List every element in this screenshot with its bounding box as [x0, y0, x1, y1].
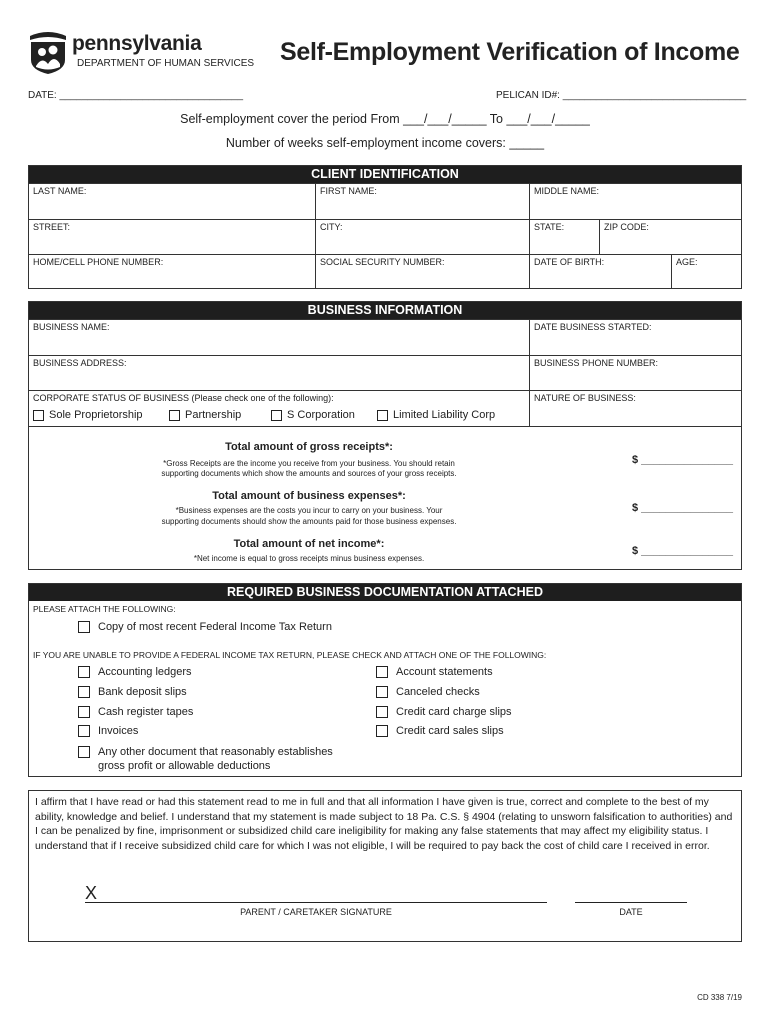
- llc-option[interactable]: [377, 409, 495, 421]
- cash-register-tapes-item[interactable]: [78, 706, 193, 718]
- business-expenses-note-2: supporting documents should show the amounts paid for those business expenses.: [161, 517, 457, 526]
- checkbox-icon[interactable]: [78, 621, 90, 633]
- page-title: Self-Employment Verification of Income: [280, 38, 740, 66]
- affirmation-section: [28, 790, 742, 942]
- signature-x-mark: X: [85, 883, 98, 903]
- nature-of-business-field[interactable]: NATURE OF BUSINESS:: [529, 390, 741, 427]
- invoices-item[interactable]: [78, 725, 138, 737]
- item-label: Credit card sales slips: [396, 725, 504, 737]
- required-documentation-heading: REQUIRED BUSINESS DOCUMENTATION ATTACHED: [29, 584, 741, 601]
- age-field[interactable]: AGE:: [671, 254, 741, 289]
- department-name: DEPARTMENT OF HUMAN SERVICES: [77, 58, 255, 69]
- option-label: Limited Liability Corp: [393, 409, 496, 421]
- corporate-status-field: CORPORATE STATUS OF BUSINESS (Please check one of the following):: [29, 390, 529, 427]
- state-field[interactable]: STATE:: [529, 219, 599, 254]
- other-document-line-2: gross profit or allowable deductions: [98, 760, 271, 772]
- option-label: Partnership: [185, 409, 242, 421]
- ssn-field[interactable]: SOCIAL SECURITY NUMBER:: [315, 254, 529, 289]
- gross-receipts-title: Total amount of gross receipts*:: [225, 441, 393, 453]
- accounting-ledgers-item[interactable]: [78, 666, 192, 678]
- other-document-item[interactable]: [78, 745, 333, 773]
- checkbox-icon[interactable]: [271, 410, 282, 421]
- form-code: CD 338 7/19: [697, 993, 742, 1002]
- period-field[interactable]: Self-employment cover the period From ___/___/_____ To ___/___/_____: [180, 112, 590, 126]
- item-label: Credit card charge slips: [396, 706, 512, 718]
- checkbox-icon[interactable]: [376, 706, 388, 718]
- business-information-heading: BUSINESS INFORMATION: [29, 302, 741, 319]
- business-name-field[interactable]: BUSINESS NAME:: [29, 319, 529, 355]
- net-income-note: *Net income is equal to gross receipts minus business expenses.: [193, 554, 425, 563]
- item-label: Canceled checks: [396, 686, 480, 698]
- middle-name-field[interactable]: MIDDLE NAME:: [529, 183, 741, 219]
- checkbox-icon[interactable]: [376, 666, 388, 678]
- dhs-logo: [28, 30, 68, 74]
- checkbox-icon[interactable]: [78, 686, 90, 698]
- pelican-id-field[interactable]: PELICAN ID#: _________________________________: [496, 90, 747, 101]
- business-address-field[interactable]: BUSINESS ADDRESS:: [29, 355, 529, 390]
- date-field[interactable]: DATE: _________________________________: [28, 90, 244, 101]
- bank-deposit-slips-item[interactable]: [78, 686, 187, 698]
- account-statements-item[interactable]: [376, 666, 493, 678]
- affirmation-text: I affirm that I have read or had this statement read to me in full and that all information I have given is true, correct and complete to the best of my ability, knowledge and belief. I understand that my statement is made subject to 18 Pa. C.S. § 4904 (relating to unsworn falsification to authorities) and I can be penalized by fine, imprisonment or subsidized child care ineligibility for making any false statements that may affect my eligibility status. I understand that if I receive subsidized child care for which I was not eligible, I will be required to pay back the cost of child care I received in error.: [35, 796, 733, 852]
- checkbox-icon[interactable]: [78, 725, 90, 737]
- checkbox-icon[interactable]: [78, 706, 90, 718]
- date-started-field[interactable]: DATE BUSINESS STARTED:: [529, 319, 741, 355]
- gross-receipts-note-2: supporting documents which show the amounts and sources of your gross receipts.: [161, 469, 457, 478]
- required-documentation-section: [28, 583, 742, 777]
- date-line[interactable]: [575, 902, 687, 903]
- client-identification-heading: CLIENT IDENTIFICATION: [29, 166, 741, 183]
- brand-name: pennsylvania: [72, 32, 202, 55]
- item-label: Invoices: [98, 725, 139, 737]
- option-label: Sole Proprietorship: [49, 409, 143, 421]
- zip-code-field[interactable]: ZIP CODE:: [599, 219, 741, 254]
- canceled-checks-item[interactable]: [376, 686, 480, 698]
- credit-card-sales-slips-item[interactable]: [376, 725, 504, 737]
- item-label: Accounting ledgers: [98, 666, 192, 678]
- item-label: Cash register tapes: [98, 706, 194, 718]
- option-label: S Corporation: [287, 409, 355, 421]
- checkbox-icon[interactable]: [78, 666, 90, 678]
- checkbox-icon[interactable]: [169, 410, 180, 421]
- net-income-amount[interactable]: $ _______________: [632, 545, 733, 557]
- checkbox-icon[interactable]: [33, 410, 44, 421]
- signature-label: PARENT / CARETAKER SIGNATURE: [240, 907, 392, 917]
- date-label: DATE: [619, 907, 643, 917]
- client-identification-section: [28, 165, 742, 289]
- street-field[interactable]: STREET:: [29, 219, 315, 254]
- checkbox-icon[interactable]: [376, 686, 388, 698]
- checkbox-icon[interactable]: [78, 746, 90, 758]
- business-phone-field[interactable]: BUSINESS PHONE NUMBER:: [529, 355, 741, 390]
- tax-return-item[interactable]: [78, 621, 332, 633]
- last-name-field[interactable]: LAST NAME:: [29, 183, 315, 219]
- business-expenses-title: Total amount of business expenses*:: [212, 490, 406, 502]
- checkbox-icon[interactable]: [377, 410, 388, 421]
- other-document-line-1: Any other document that reasonably establishes: [98, 746, 333, 758]
- weeks-field[interactable]: Number of weeks self-employment income covers: _____: [225, 136, 545, 150]
- business-expenses-amount[interactable]: $ _______________: [632, 502, 733, 514]
- attach-label: PLEASE ATTACH THE FOLLOWING:: [33, 604, 176, 614]
- business-expenses-note-1: *Business expenses are the costs you incur to carry on your business. Your: [175, 506, 443, 515]
- first-name-field[interactable]: FIRST NAME:: [315, 183, 529, 219]
- item-label: Account statements: [396, 666, 493, 678]
- unable-label: IF YOU ARE UNABLE TO PROVIDE A FEDERAL INCOME TAX RETURN, PLEASE CHECK AND ATTACH ONE OF THE FOLLOWING:: [33, 650, 547, 660]
- signature-line[interactable]: [85, 902, 547, 903]
- credit-card-charge-slips-item[interactable]: [376, 706, 512, 718]
- tax-return-label: Copy of most recent Federal Income Tax Return: [98, 621, 332, 633]
- net-income-title: Total amount of net income*:: [233, 538, 385, 550]
- partnership-option[interactable]: [169, 409, 241, 421]
- item-label: Bank deposit slips: [98, 686, 187, 698]
- sole-proprietorship-option[interactable]: [33, 409, 143, 421]
- s-corporation-option[interactable]: [271, 409, 355, 421]
- business-information-section: [28, 301, 742, 570]
- date-of-birth-field[interactable]: DATE OF BIRTH:: [529, 254, 671, 289]
- gross-receipts-note-1: *Gross Receipts are the income you receive from your business. You should retain: [163, 459, 455, 468]
- checkbox-icon[interactable]: [376, 725, 388, 737]
- phone-number-field[interactable]: HOME/CELL PHONE NUMBER:: [29, 254, 315, 289]
- city-field[interactable]: CITY:: [315, 219, 529, 254]
- gross-receipts-amount[interactable]: $ _______________: [632, 454, 733, 466]
